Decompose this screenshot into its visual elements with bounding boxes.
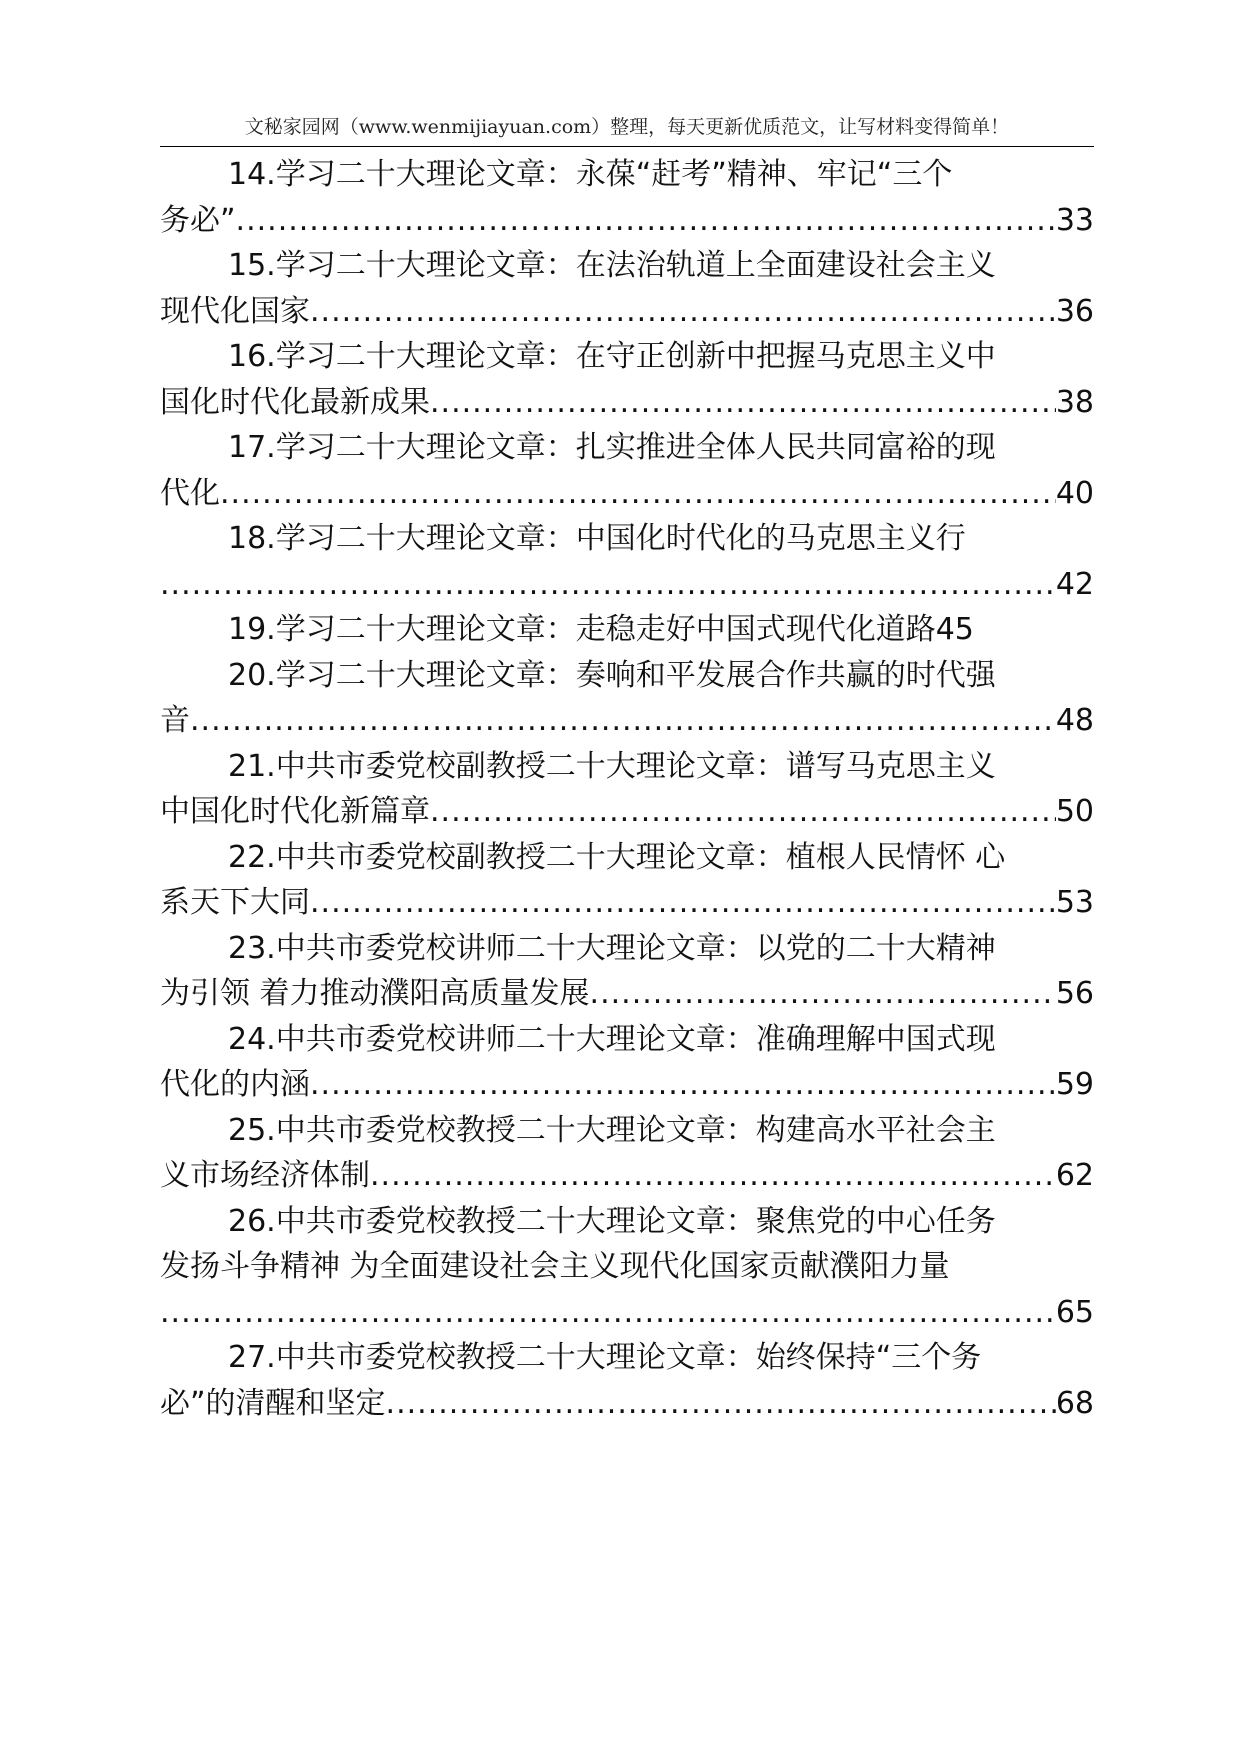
toc-entry-title: 23.中共市委党校讲师二十大理论文章：以党的二十大精神: [228, 930, 996, 966]
toc-leader-dots: [430, 789, 1056, 835]
toc-entry-19[interactable]: [160, 607, 1094, 653]
toc-entry-title: 25.中共市委党校教授二十大理论文章：构建高水平社会主: [228, 1112, 996, 1148]
toc-leader-dots: [190, 698, 1056, 744]
toc-leader-dots: [160, 1290, 1056, 1336]
toc-entry-18[interactable]: [160, 516, 1094, 607]
toc-entry-title-continued: 中国化时代化新篇章: [160, 794, 430, 829]
toc-leader-dots: [310, 289, 1056, 335]
toc-page-number: 36: [1055, 293, 1094, 329]
toc-entry-25[interactable]: [160, 1108, 1094, 1199]
table-of-contents: [160, 152, 1094, 1426]
toc-page-number: 48: [1055, 703, 1094, 738]
toc-entry-24[interactable]: [160, 1017, 1094, 1108]
toc-leader-dots: [370, 1153, 1056, 1199]
toc-leader-dots: [310, 880, 1056, 926]
toc-entry-title-continued: 国化时代化最新成果: [160, 384, 430, 420]
toc-leader-dots: [590, 971, 1056, 1017]
toc-leader-dots: [430, 380, 1056, 426]
toc-entry-title: 14.学习二十大理论文章：永葆“赶考”精神、牢记“三个: [228, 157, 953, 192]
toc-entry-26[interactable]: [160, 1199, 1094, 1336]
toc-page-number: 40: [1055, 475, 1094, 511]
toc-entry-15[interactable]: [160, 243, 1094, 334]
toc-page-number: 33: [1055, 202, 1094, 238]
toc-leader-dots: [220, 471, 1056, 517]
page-header: 文秘家园网（www.wenmijiayuan.com）整理，每天更新优质范文，让写材料变得简单！: [244, 116, 1010, 138]
toc-entry-title: 21.中共市委党校副教授二十大理论文章：谱写马克思主义: [228, 748, 996, 784]
toc-entry-title: 22.中共市委党校副教授二十大理论文章：植根人民情怀 心: [228, 839, 1006, 875]
toc-leader-dots: [160, 562, 1056, 608]
toc-leader-dots: [310, 1062, 1056, 1108]
toc-entry-title-continued: 必”的清醒和坚定: [160, 1385, 386, 1421]
toc-leader-dots: [386, 1381, 1056, 1427]
toc-page-number: 62: [1055, 1158, 1094, 1193]
toc-page-number: 45: [935, 612, 974, 647]
toc-entry-21[interactable]: [160, 744, 1094, 835]
toc-page-number: 42: [1055, 566, 1094, 602]
toc-entry-20[interactable]: [160, 653, 1094, 744]
toc-entry-title: 18.学习二十大理论文章：中国化时代化的马克思主义行: [228, 521, 966, 556]
toc-page-number: 59: [1055, 1067, 1094, 1102]
toc-page-number: 56: [1055, 976, 1094, 1011]
toc-entry-title: 24.中共市委党校讲师二十大理论文章：准确理解中国式现: [228, 1021, 996, 1057]
toc-entry-title-continued: 义市场经济体制: [160, 1158, 370, 1193]
toc-entry-title: 19.学习二十大理论文章：走稳走好中国式现代化道路: [228, 612, 936, 647]
toc-entry-title: 16.学习二十大理论文章：在守正创新中把握马克思主义中: [228, 339, 996, 374]
toc-entry-title: 26.中共市委党校教授二十大理论文章：聚焦党的中心任务: [228, 1203, 996, 1239]
toc-entry-title: 27.中共市委党校教授二十大理论文章：始终保持“三个务: [228, 1340, 982, 1375]
toc-entry-title-continued: 代化: [160, 475, 220, 511]
toc-entry-title-continued: 代化的内涵: [160, 1067, 310, 1102]
toc-entry-17[interactable]: [160, 425, 1094, 516]
toc-entry-title-continued: 务必”: [160, 202, 236, 238]
toc-entry-title-continued: 发扬斗争精神 为全面建设社会主义现代化国家贡献濮阳力量: [160, 1249, 950, 1284]
toc-entry-27[interactable]: [160, 1335, 1094, 1426]
toc-page-number: 38: [1055, 384, 1094, 420]
toc-page-number: 53: [1055, 885, 1094, 920]
toc-entry-title: 15.学习二十大理论文章：在法治轨道上全面建设社会主义: [228, 248, 996, 283]
toc-entry-title-continued: 现代化国家: [160, 293, 310, 329]
toc-entry-16[interactable]: [160, 334, 1094, 425]
toc-entry-title-continued: 音: [160, 703, 190, 738]
toc-leader-dots: [236, 198, 1056, 244]
toc-entry-23[interactable]: [160, 926, 1094, 1017]
toc-page-number: 68: [1055, 1385, 1094, 1421]
toc-entry-22[interactable]: [160, 835, 1094, 926]
toc-entry-title: 17.学习二十大理论文章：扎实推进全体人民共同富裕的现: [228, 430, 996, 465]
toc-page-number: 50: [1055, 794, 1094, 829]
toc-entry-title: 20.学习二十大理论文章：奏响和平发展合作共赢的时代强: [228, 657, 996, 693]
toc-entry-title-continued: 系天下大同: [160, 885, 310, 920]
header-divider: [160, 146, 1094, 147]
toc-entry-title-continued: 为引领 着力推动濮阳高质量发展: [160, 976, 590, 1011]
toc-entry-14[interactable]: [160, 152, 1094, 243]
toc-page-number: 65: [1055, 1294, 1094, 1330]
